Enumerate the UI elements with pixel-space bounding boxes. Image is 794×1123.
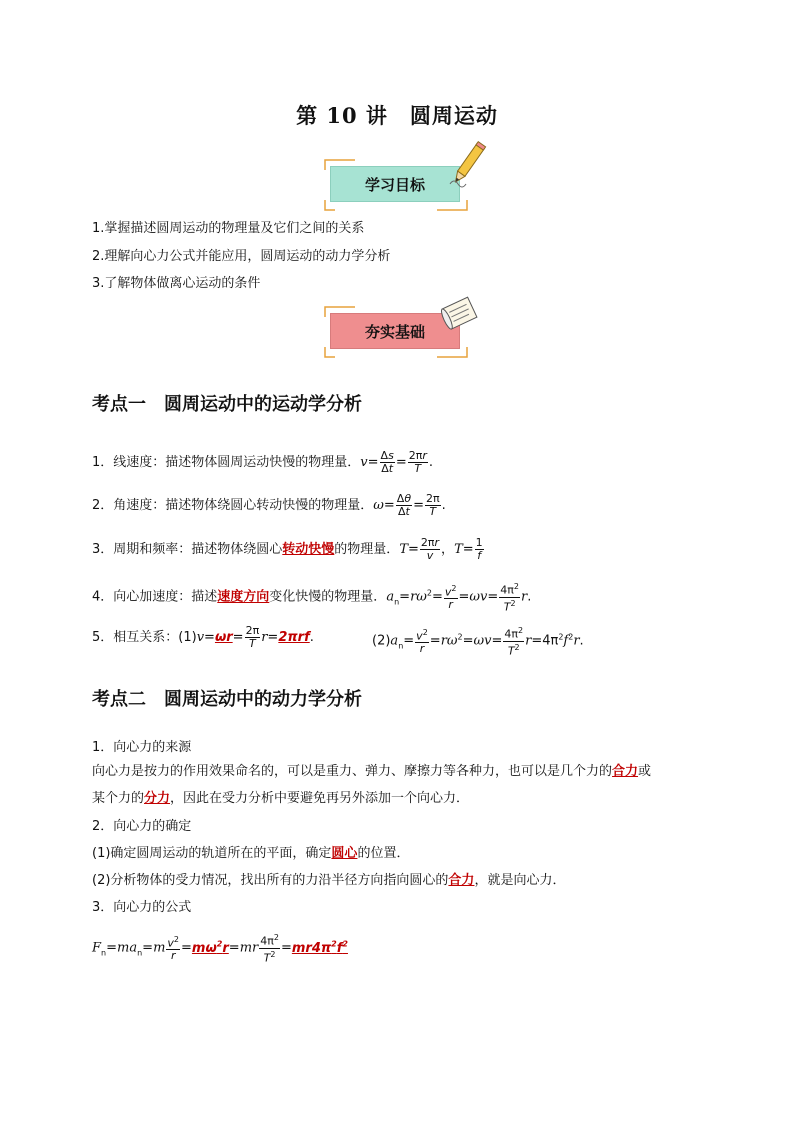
section-heading: 考点一 圆周运动中的运动学分析 (92, 394, 362, 415)
formula-line-4: 4．向心加速度：描述速度方向变化快慢的物理量．$a_n=r\omega^2=$ $\frac{v^2}{r}$ =ωv= $\frac{4\pi^2}{T^2}$ r. (92, 582, 532, 614)
paragraph: (2)分析物体的受力情况，找出所有的力沿半径方向指向圆心的合力，就是向心力． (92, 873, 566, 888)
subheading: 1．向心力的来源 (92, 740, 192, 755)
formula-line-3: 3．周期和频率：描述物体绕圆心转动快慢的物理量．T= $\frac{2\pi r}{v}$ ，T= $\frac{1}{f}$ (92, 536, 483, 562)
page-title: 第 10 讲 圆周运动 (296, 103, 498, 128)
force-formula: $F_n=ma_n=m$ $\frac{v^2}{r}$ $=m\omega^2r=mr$ $\frac{4\pi^2}{T^2}$ $=mr4\pi^2f^2$ (92, 933, 348, 965)
section-heading: 考点二 圆周运动中的动力学分析 (92, 689, 362, 710)
goal-item: 2.理解向心力公式并能应用，圆周运动的动力学分析 (92, 249, 391, 264)
goal-item: 1.掌握描述圆周运动的物理量及它们之间的关系 (92, 221, 365, 236)
scroll-icon (440, 294, 480, 334)
subheading: 2．向心力的确定 (92, 819, 192, 834)
formula-line-1: 1．线速度：描述物体圆周运动快慢的物理量．v= $\frac{\Delta s}{\Delta t}$ = $\frac{2\pi r}{T}$ . (92, 449, 434, 475)
goal-item: 3.了解物体做离心运动的条件 (92, 276, 261, 291)
subheading: 3．向心力的公式 (92, 900, 192, 915)
banner-basics-label: 夯实基础 (364, 322, 425, 341)
paragraph: 向心力是按力的作用效果命名的，可以是重力、弹力、摩擦力等各种力，也可以是几个力的合力或 (92, 764, 652, 779)
banner-goals-label: 学习目标 (364, 175, 425, 194)
section-banner-goals (330, 166, 460, 202)
formula-line-5b: $(2)a_n=$ $\frac{v^2}{r}$ $=r\omega^2=\omega v=$ $\frac{4\pi^2}{T^2}$ $r=4\pi^2f^2r$. (372, 626, 584, 658)
paragraph: (1)确定圆周运动的轨道所在的平面，确定圆心的位置． (92, 846, 410, 861)
pencil-icon (448, 140, 488, 190)
paragraph: 某个力的分力，因此在受力分析中要避免再另外添加一个向心力． (92, 791, 470, 806)
formula-line-5: 5．相互关系：(1)v=ωr= $\frac{2\pi}{T}$ r=2πrf. (92, 624, 314, 650)
formula-line-2: 2．角速度：描述物体绕圆心转动快慢的物理量．ω= $\frac{\Delta\theta}{\Delta t}$ = $\frac{2\pi}{T}$ . (92, 492, 446, 518)
